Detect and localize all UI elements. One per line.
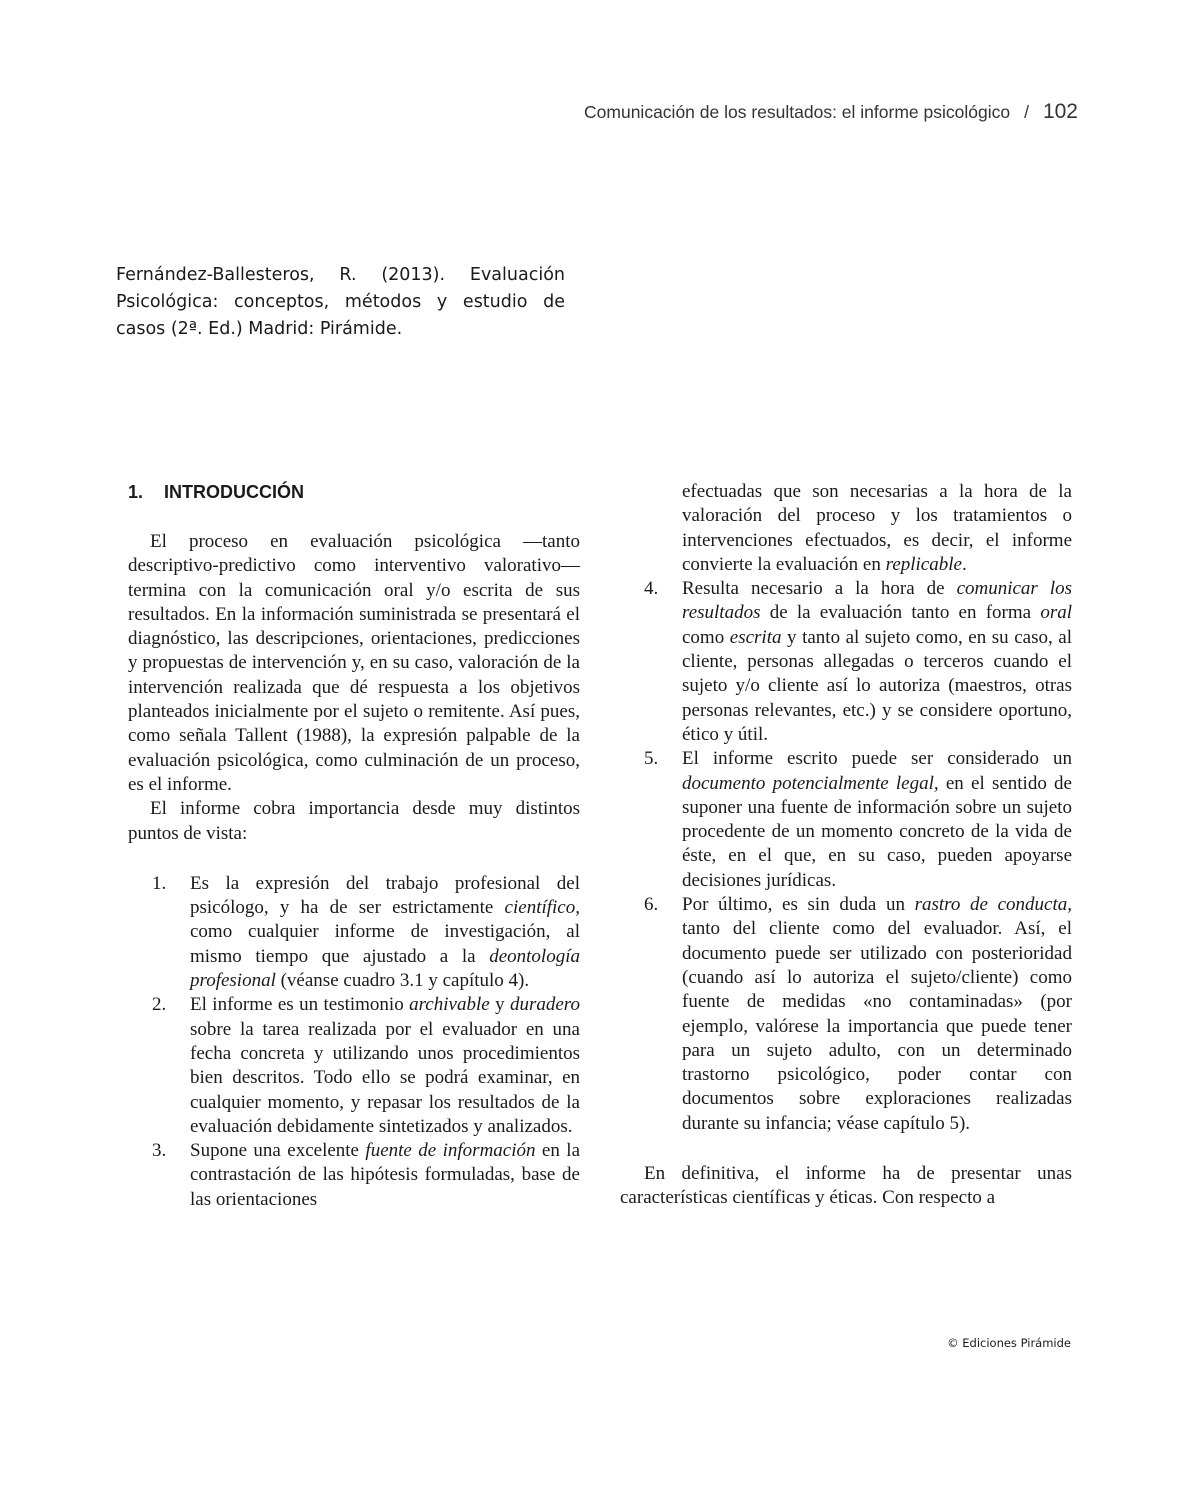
importance-paragraph: El informe cobra importancia desde muy distintos puntos de vista: [128, 798, 580, 844]
closing-paragraph: En definitiva, el informe ha de presentar unas características científicas y éticas. Con respecto a [620, 1163, 1072, 1209]
list-item: 3. Supone una excelente fuente de información en la contrastación de las hipótesis formuladas, base de las orientaciones [152, 1140, 580, 1210]
list-item-continuation: efectuadas que son necesarias a la hora de la valoración del proceso y los tratamientos o intervenciones efectuados, es decir, el informe convierte la evaluación en replicable. [682, 481, 1072, 575]
right-column [620, 480, 1072, 1211]
list-item-number: 3. [152, 1140, 167, 1162]
copyright-footer: © Ediciones Pirámide [947, 1336, 1071, 1350]
list-item: 6. Por último, es sin duda un rastro de conducta, tanto del cliente como del evaluador. Así, el documento puede ser utilizado con posterioridad (cuando así lo autoriza el sujeto/cliente) como fuente de medidas «no contaminadas» (por ejemplo, valórese la importancia que puede tener para un sujeto adulto, con un determinado trastorno psicológico, poder contar con documentos sobre exploraciones realizadas durante su infancia; véase capítulo 5). [644, 894, 1072, 1134]
list-item-number: 2. [152, 994, 167, 1016]
running-title: Comunicación de los resultados: el informe psicológico [584, 102, 1011, 122]
list-item: 5. El informe escrito puede ser considerado un documento potencialmente legal, en el sentido de suponer una fuente de información sobre un sujeto procedente de un momento concreto de la vida de éste, en el que, en su caso, pueden apoyarse decisiones jurídicas. [644, 748, 1072, 891]
list-item-number: 4. [644, 578, 659, 600]
importance-list [128, 872, 580, 1212]
list-item: 2. El informe es un testimonio archivable y duradero sobre la tarea realizada por el evaluador en una fecha concreta y utilizando unos procedimientos bien descritos. Todo ello se podrá examinar, en cualquier momento, y repasar los resultados de la evaluación debidamente sintetizados y analizados. [152, 994, 580, 1137]
left-column [128, 480, 580, 1212]
list-item: 1. Es la expresión del trabajo profesional del psicólogo, y ha de ser estrictamente científico, como cualquier informe de investigación, al mismo tiempo que ajustado a la deontología profesional (véanse cuadro 3.1 y capítulo 4). [152, 872, 580, 992]
intro-paragraph: El proceso en evaluación psicológica —tanto descriptivo-predictivo como interventivo valorativo— termina con la comunicación oral y/o escrita de sus resultados. En la información suministrada se presentará el diagnóstico, las descripciones, orientaciones, predicciones y propuestas de intervención y, en su caso, valoración de la intervención realizada que dé respuesta a los objetivos planteados inicialmente por el sujeto o remitente. Así pues, como señala Tallent (1988), la expresión palpable de la evaluación psicológica, como culminación de un proceso, es el informe. [128, 531, 580, 795]
running-header [584, 100, 1078, 124]
citation: Fernández-Ballesteros, R. (2013). Evaluación Psicológica: conceptos, métodos y estudio de casos (2ª. Ed.) Madrid: Pirámide. [116, 265, 565, 339]
list-item: 4. Resulta necesario a la hora de comunicar los resultados de la evaluación tanto en forma oral como escrita y tanto al sujeto como, en su caso, al cliente, personas allegadas o terceros cuando el sujeto y/o cliente así lo autoriza (maestros, otras personas relevantes, etc.) y se considere oportuno, ético y útil. [644, 578, 1072, 745]
page-number: 102 [1042, 100, 1078, 123]
section-number: 1. [128, 482, 144, 502]
list-item-number: 6. [644, 894, 659, 916]
header-separator: / [1024, 102, 1029, 122]
section-heading [128, 480, 580, 504]
list-item-number: 5. [644, 748, 659, 770]
importance-list-continued [620, 577, 1072, 1136]
section-title: INTRODUCCIÓN [164, 482, 304, 502]
list-item-number: 1. [152, 872, 167, 894]
